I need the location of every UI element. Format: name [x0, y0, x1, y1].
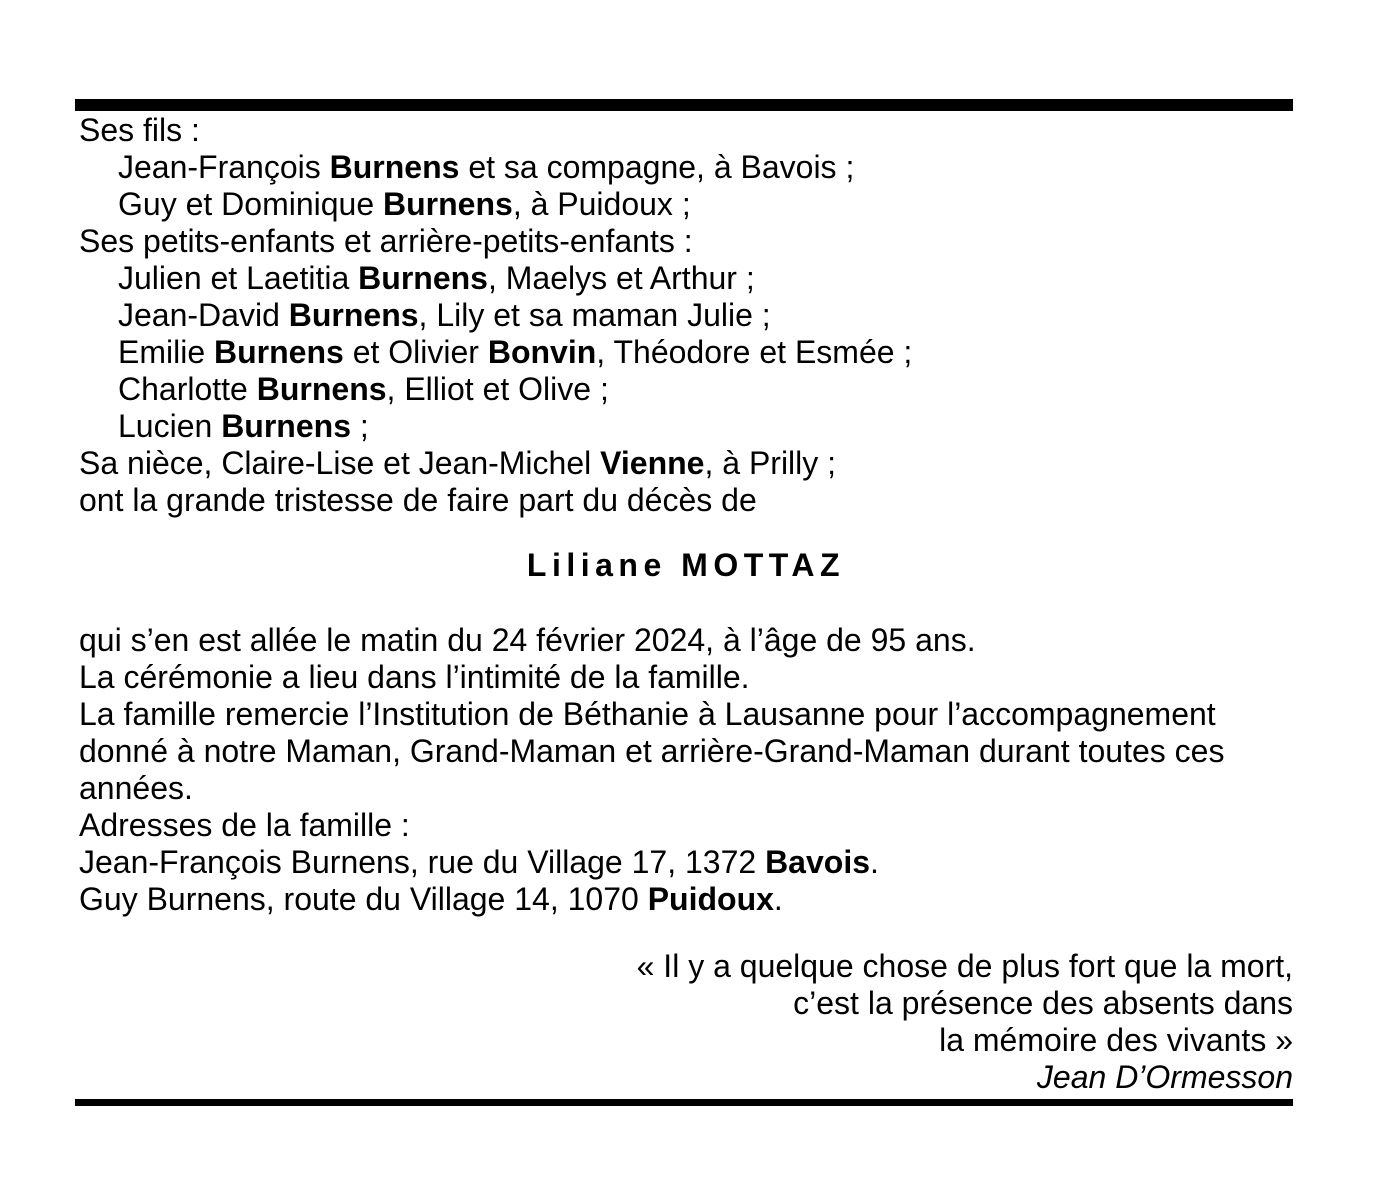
text-line	[79, 659, 1293, 696]
text-line	[79, 149, 1293, 186]
text-line	[79, 371, 1293, 408]
memorial-quote	[79, 948, 1293, 1096]
family-name-bold: Vienne	[600, 445, 705, 481]
text-segment: c’est la présence des absents dans	[793, 985, 1293, 1021]
text-line	[79, 844, 1293, 881]
text-segment: Adresses de la famille :	[79, 807, 410, 843]
text-segment: Jean D’Ormesson	[1036, 1059, 1293, 1095]
family-name-bold: Burnens	[288, 297, 419, 333]
text-segment: , Maelys et Arthur ;	[487, 260, 755, 296]
announcement-details	[79, 622, 1293, 918]
bottom-rule	[75, 1099, 1293, 1106]
text-segment: la mémoire des vivants »	[939, 1022, 1293, 1058]
text-line	[79, 408, 1293, 445]
family-name-bold: Bavois	[765, 844, 870, 880]
text-line	[79, 985, 1293, 1022]
text-segment: Ses petits-enfants et arrière-petits-enfants :	[79, 223, 693, 259]
text-segment: Sa nièce, Claire-Lise et Jean-Michel	[79, 445, 601, 481]
text-line	[79, 948, 1293, 985]
text-line	[79, 482, 1293, 519]
text-line	[79, 186, 1293, 223]
family-list	[79, 112, 1293, 519]
family-name-bold: Bonvin	[487, 334, 597, 370]
text-segment: et sa compagne, à Bavois ;	[459, 149, 855, 185]
text-segment: , à Puidoux ;	[512, 186, 691, 222]
text-line	[79, 881, 1293, 918]
text-line	[79, 807, 1293, 844]
family-name-bold: Burnens	[256, 371, 387, 407]
family-name-bold: Puidoux	[647, 881, 774, 917]
text-segment: .	[870, 844, 879, 880]
text-segment: ont la grande tristesse de faire part du décès de	[79, 482, 757, 518]
text-line	[79, 696, 1293, 733]
text-line	[79, 770, 1293, 807]
text-line	[79, 445, 1293, 482]
text-segment: et Olivier	[343, 334, 488, 370]
text-segment: .	[773, 881, 783, 917]
text-segment: Jean-David	[118, 297, 289, 333]
text-line	[79, 223, 1293, 260]
text-line	[79, 1059, 1293, 1096]
text-segment: ;	[350, 408, 369, 444]
text-segment: qui s’en est allée le matin du 24 février 2024, à l’âge de 95 ans.	[79, 622, 976, 658]
text-segment: Ses fils :	[79, 112, 200, 148]
text-segment: Jean-François Burnens, rue du Village 17, 1372	[79, 844, 766, 880]
text-segment: , Lily et sa maman Julie ;	[418, 297, 771, 333]
family-name-bold: Burnens	[329, 149, 460, 185]
text-segment: , Elliot et Olive ;	[386, 371, 609, 407]
text-segment: Guy Burnens, route du Village 14, 1070	[79, 881, 648, 917]
text-line	[79, 112, 1293, 149]
text-segment: La cérémonie a lieu dans l’intimité de la famille.	[79, 659, 750, 695]
text-segment: , Théodore et Esmée ;	[596, 334, 913, 370]
text-segment: , à Prilly ;	[704, 445, 837, 481]
text-line	[79, 334, 1293, 371]
text-segment: années.	[79, 770, 193, 806]
text-segment: donné à notre Maman, Grand-Maman et arrière-Grand-Maman durant toutes ces	[79, 733, 1225, 769]
family-name-bold: Burnens	[358, 260, 488, 296]
text-segment: Emilie	[118, 334, 215, 370]
text-segment: Julien et Laetitia	[118, 260, 359, 296]
text-segment: « Il y a quelque chose de plus fort que la mort,	[636, 948, 1293, 984]
text-line	[79, 1022, 1293, 1059]
family-name-bold: Burnens	[383, 186, 513, 222]
text-line	[79, 260, 1293, 297]
text-line	[79, 733, 1293, 770]
top-rule	[75, 99, 1293, 111]
text-line	[79, 297, 1293, 334]
family-name-bold: Burnens	[221, 408, 351, 444]
text-line	[79, 622, 1293, 659]
text-segment: Guy et Dominique	[118, 186, 384, 222]
text-segment: Jean-François	[118, 149, 330, 185]
text-segment: Lucien	[118, 408, 222, 444]
family-name-bold: Burnens	[214, 334, 344, 370]
text-segment: La famille remercie l’Institution de Béthanie à Lausanne pour l’accompagnement	[79, 696, 1216, 732]
deceased-name: Liliane MOTTAZ	[526, 547, 846, 583]
text-segment: Charlotte	[118, 371, 257, 407]
